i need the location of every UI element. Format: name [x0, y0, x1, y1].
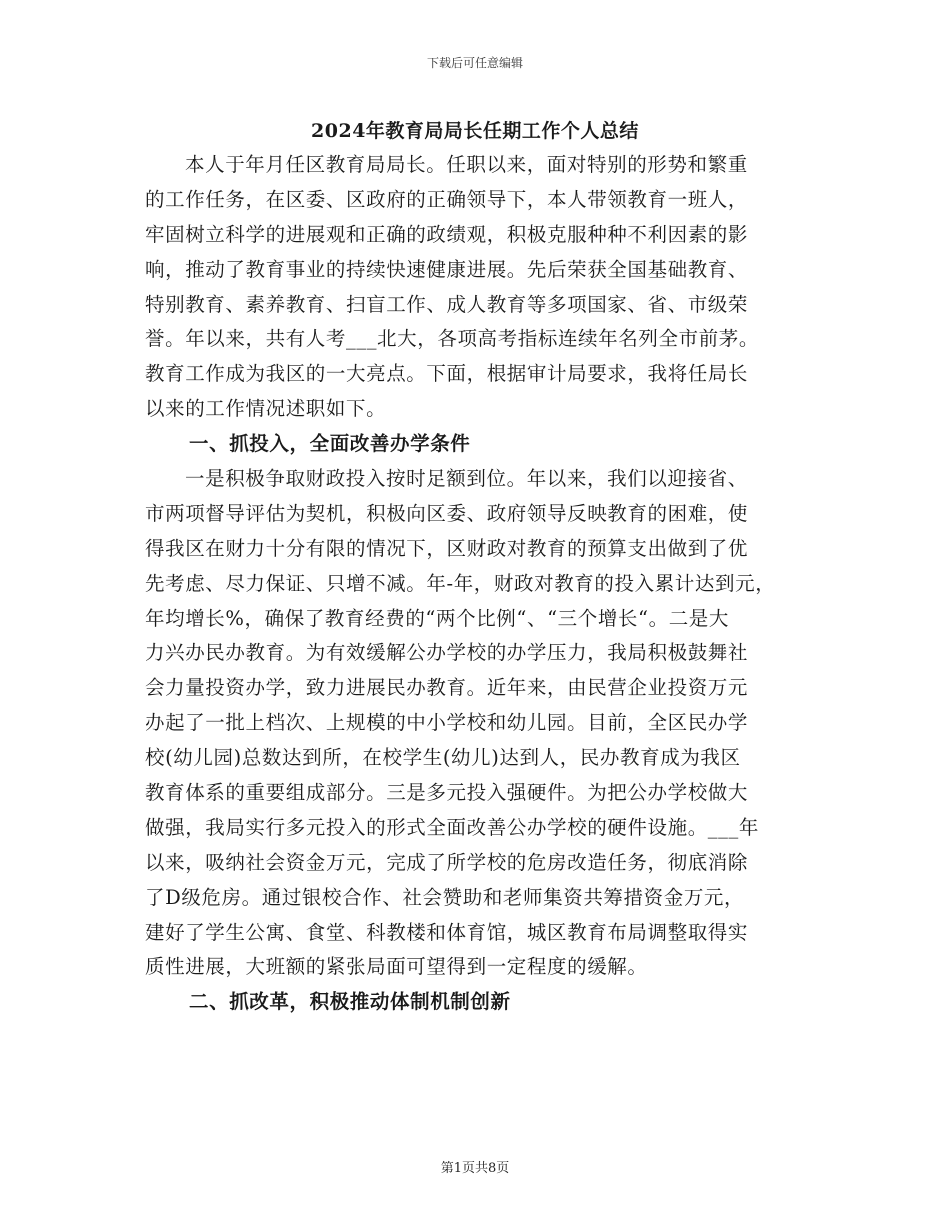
paragraph-line: 响，推动了教育事业的持续快速健康进展。先后荣获全国基础教育、	[145, 257, 749, 281]
paragraph-line: 以来，吸纳社会资金万元，完成了所学校的危房改造任务，彻底消除	[145, 850, 749, 874]
paragraph-line: 教育体系的重要组成部分。三是多元投入强硬件。为把公办学校做大	[145, 781, 749, 805]
paragraph-line: 本人于年月任区教育局局长。任职以来，面对特别的形势和繁重	[185, 153, 748, 176]
paragraph-line: 会力量投资办学，致力进展民办教育。近年来，由民营企业投资万元	[145, 676, 749, 700]
document-body	[145, 148, 825, 1020]
document-title: 2024年教育局局长任期工作个人总结	[311, 120, 639, 142]
section-heading: 一、抓投入，全面改善办学条件	[189, 432, 471, 456]
paragraph-line: 的工作任务，在区委、区政府的正确领导下，本人带领教育一班人，	[145, 187, 749, 211]
paragraph-line: 得我区在财力十分有限的情况下，区财政对教育的预算支出做到了优	[145, 536, 749, 560]
header-note: 下载后可任意编辑	[426, 56, 523, 70]
paragraph-line: 建好了学生公寓、食堂、科教楼和体育馆，城区教育布局调整取得实	[145, 920, 749, 944]
paragraph-line: 一是积极争取财政投入按时足额到位。年以来，我们以迎接省、	[185, 467, 748, 491]
paragraph-line: 质性进展，大班额的紧张局面可望得到一定程度的缓解。	[145, 955, 648, 979]
paragraph-line: 了D级危房。通过银校合作、社会赞助和老师集资共筹措资金万元，	[145, 885, 745, 909]
paragraph-line: 教育工作成为我区的一大亮点。下面，根据审计局要求，我将任局长	[145, 362, 749, 386]
paragraph-line: 市两项督导评估为契机，积极向区委、政府领导反映教育的困难，使	[145, 501, 749, 525]
paragraph-line: 做强，我局实行多元投入的形式全面改善公办学校的硬件设施。___年	[145, 815, 759, 839]
paragraph-line: 以来的工作情况述职如下。	[145, 397, 387, 421]
paragraph-line: 力兴办民办教育。为有效缓解公办学校的办学压力，我局积极鼓舞社	[145, 641, 749, 665]
page-number: 第1页共8页	[440, 1161, 510, 1176]
paragraph-line: 校(幼儿园)总数达到所，在校学生(幼儿)达到人，民办教育成为我区	[145, 746, 741, 770]
paragraph-line: 誉。年以来，共有人考___北大，各项高考指标连续年名列全市前茅。	[145, 327, 759, 351]
paragraph-line: 牢固树立科学的进展观和正确的政绩观，积极克服种种不利因素的影	[145, 222, 749, 246]
section-heading: 二、抓改革，积极推动体制机制创新	[189, 990, 511, 1014]
paragraph-line: 办起了一批上档次、上规模的中小学校和幼儿园。目前，全区民办学	[145, 711, 749, 735]
paragraph-line: 年均增长%，确保了教育经费的“两个比例“、“三个增长“。二是大	[145, 606, 730, 630]
paragraph-line: 先考虑、尽力保证、只增不减。年-年，财政对教育的投入累计达到元，	[145, 571, 776, 595]
paragraph-line: 特别教育、素养教育、扫盲工作、成人教育等多项国家、省、市级荣	[145, 292, 749, 316]
